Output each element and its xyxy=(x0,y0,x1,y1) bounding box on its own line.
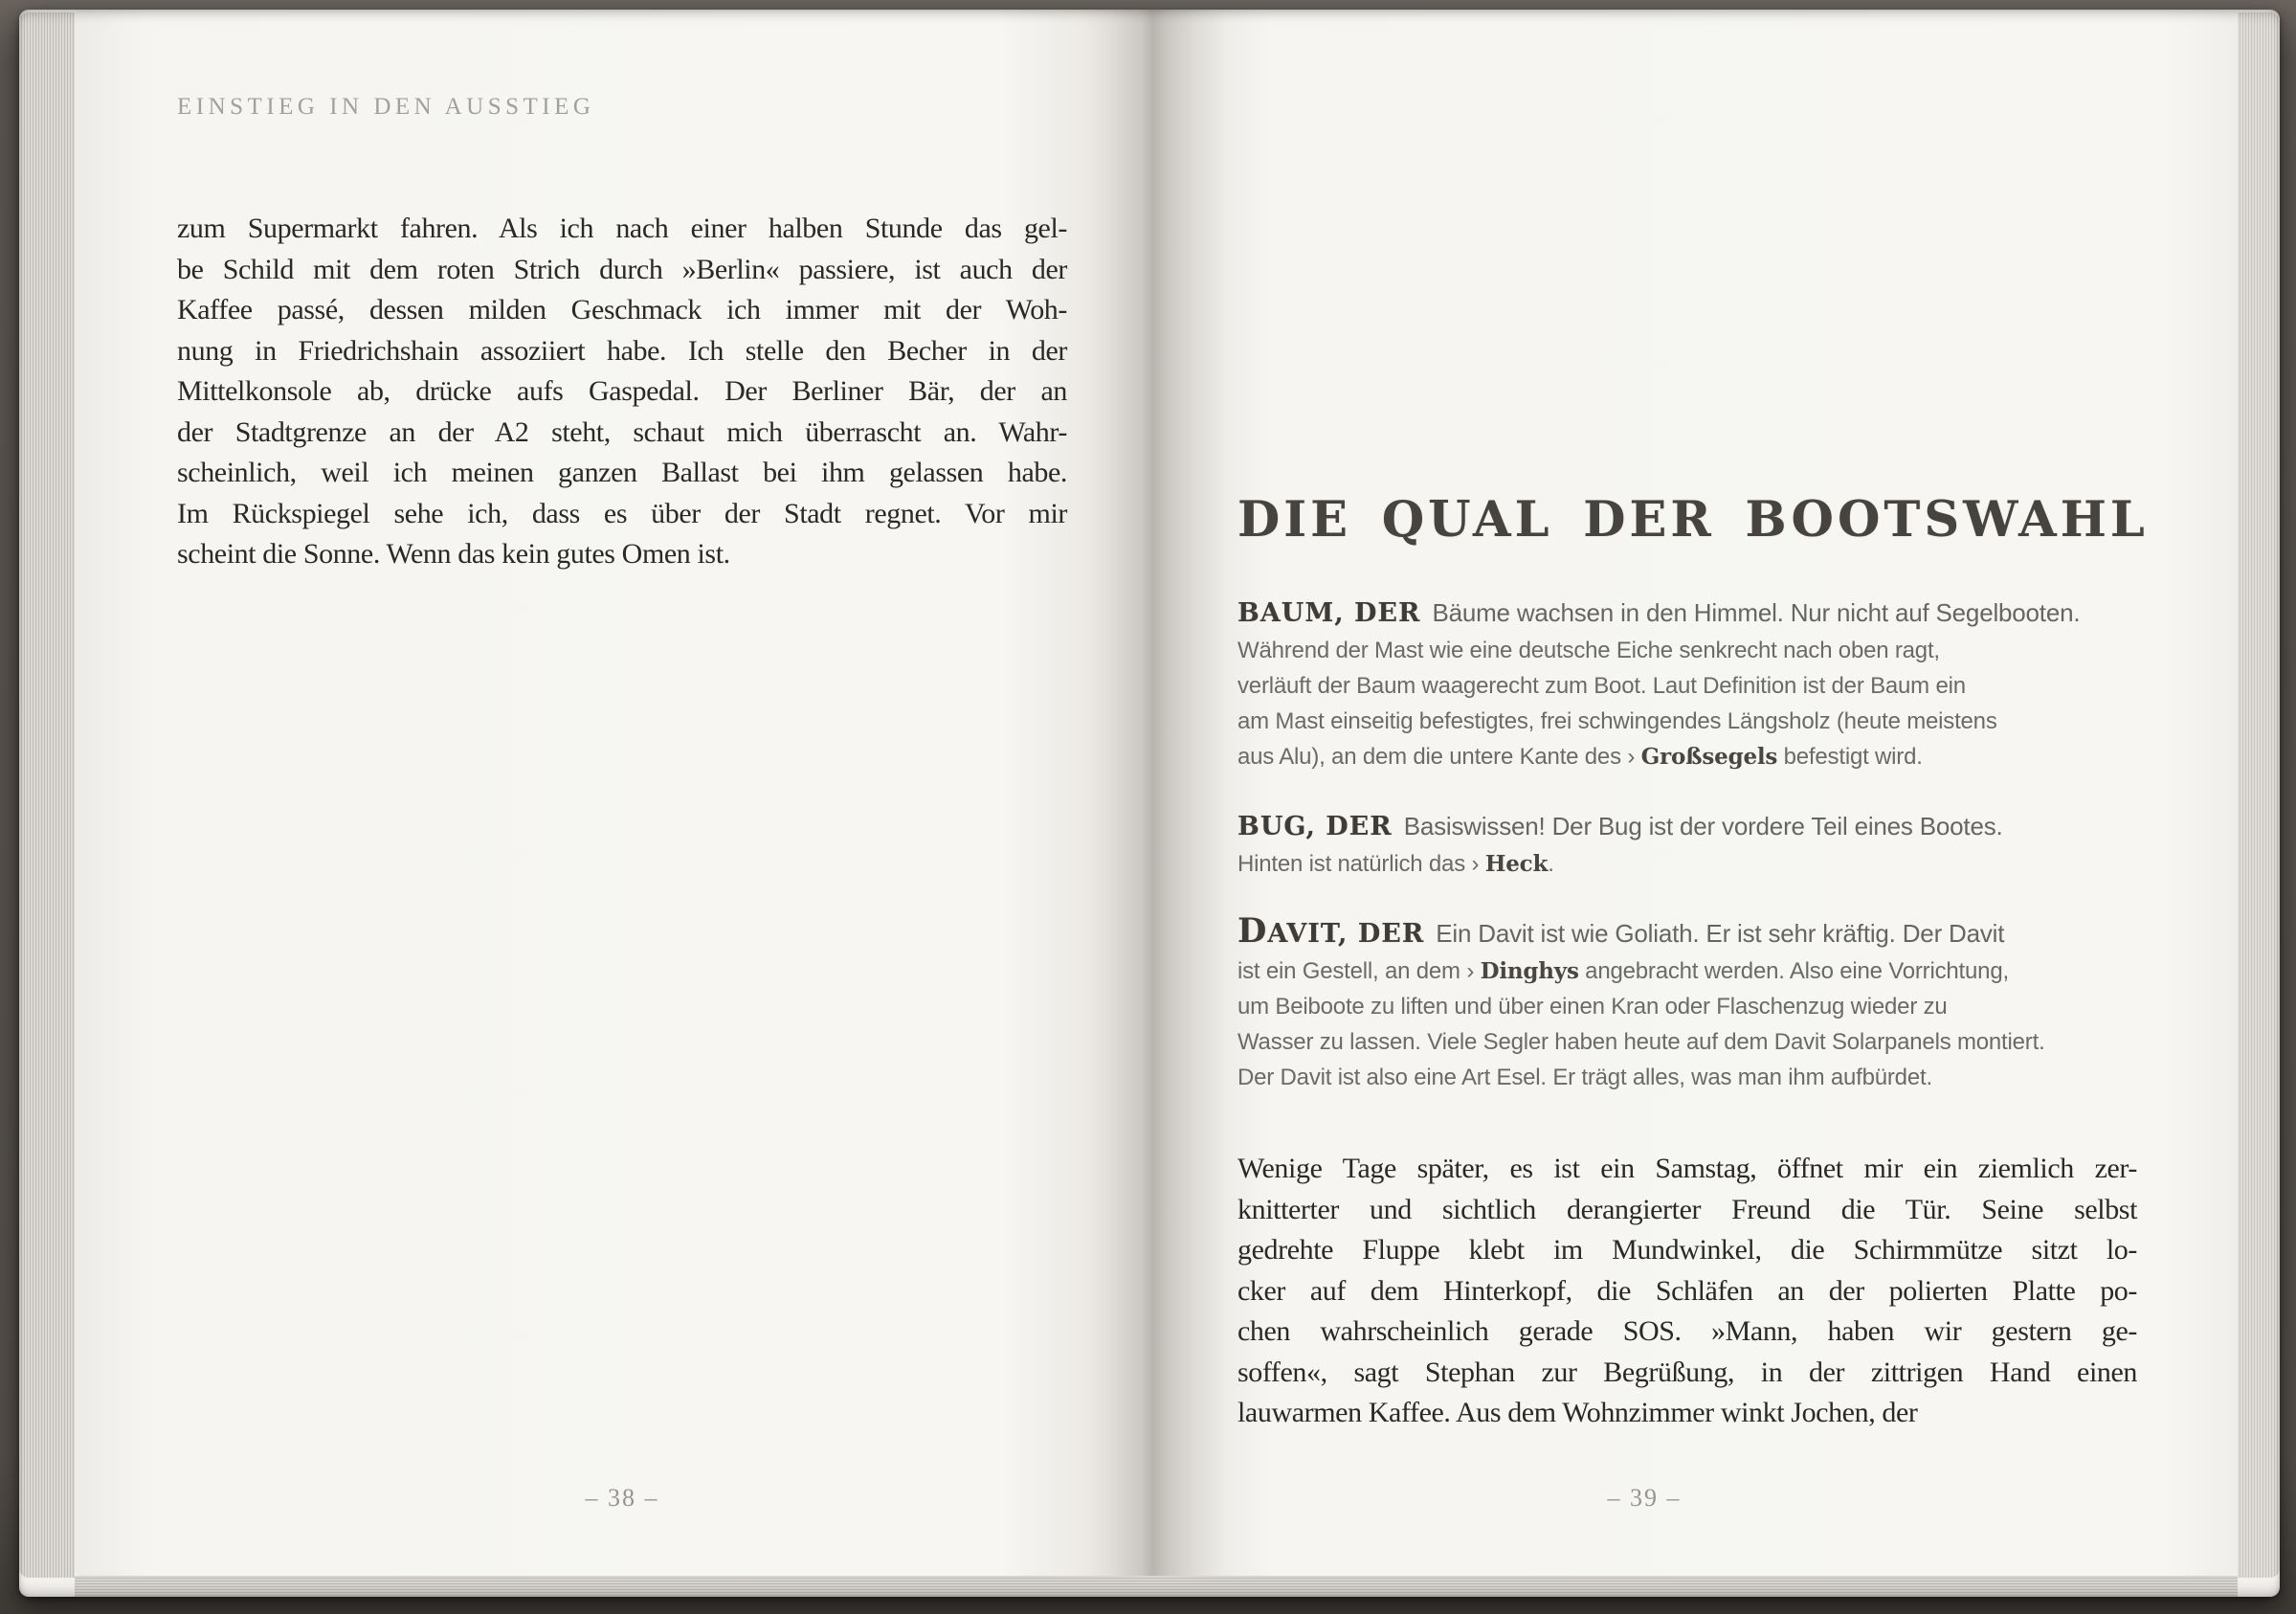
text-line: scheint die Sonne. Wenn das kein gutes Omen ist. xyxy=(177,538,730,570)
cross-reference: Dinghys xyxy=(1480,958,1579,984)
page-edges-bottom xyxy=(75,1576,2238,1597)
text-line: Während der Mast wie eine deutsche Eiche senkrecht nach oben ragt, xyxy=(1237,638,1940,663)
glossary-entry xyxy=(1237,807,2156,882)
entry-headword: BAUM, DER xyxy=(1237,598,1421,628)
text-line: Im Rückspiegel sehe ich, dass es über der Stadt regnet. Vor mir xyxy=(177,497,1067,529)
text-line: Wenige Tage später, es ist ein Samstag, öffnet mir ein ziemlich zer- xyxy=(1237,1153,2137,1184)
text-line: verläuft der Baum waagerecht zum Boot. Laut Definition ist der Baum ein xyxy=(1237,673,1966,699)
text-line: ist ein Gestell, an dem › Dinghys angebracht werden. Also eine Vorrichtung, xyxy=(1237,958,2009,984)
text-line: zum Supermarkt fahren. Als ich nach einer halben Stunde das gel- xyxy=(177,213,1067,244)
text-line: Kaffee passé, dessen milden Geschmack ich immer mit der Woh- xyxy=(177,294,1067,325)
text-line: DAVIT, DER Ein Davit ist wie Goliath. Er ist sehr kräftig. Der Davit xyxy=(1237,911,2005,951)
text-line: soffen«, sagt Stephan zur Begrüßung, in der zittrigen Hand einen xyxy=(1237,1356,2137,1388)
right-page-paragraph xyxy=(1237,1149,2137,1434)
text-line: scheinlich, weil ich meinen ganzen Ballast bei ihm gelassen habe. xyxy=(177,457,1067,488)
cross-reference: Großsegels xyxy=(1640,744,1778,770)
text-line: lauwarmen Kaffee. Aus dem Wohnzimmer winkt Jochen, der xyxy=(1237,1397,1918,1428)
page-number-right: – 39 – xyxy=(1607,1484,1682,1512)
glossary-entry xyxy=(1237,911,2156,1095)
cross-reference: Heck xyxy=(1484,851,1549,877)
book xyxy=(19,10,2280,1597)
page-edges-right xyxy=(2238,12,2280,1578)
entry-headword: DAVIT, DER xyxy=(1237,911,1425,951)
text-line: BUG, DER Basiswissen! Der Bug ist der vordere Teil eines Bootes. xyxy=(1237,812,2003,841)
chapter-title: DIE QUAL DER BOOTSWAHL xyxy=(1237,491,2149,549)
glossary-entries xyxy=(1237,594,2156,1128)
text-line: der Stadtgrenze an der A2 steht, schaut mich überrascht an. Wahr- xyxy=(177,415,1067,448)
text-line: be Schild mit dem roten Strich durch »Berlin« passiere, ist auch der xyxy=(177,253,1067,285)
text-line: cker auf dem Hinterkopf, die Schläfen an der polierten Platte po- xyxy=(1237,1274,2137,1307)
text-line: aus Alu), an dem die untere Kante des › Großsegels befestigt wird. xyxy=(1237,744,1923,770)
text-line: Hinten ist natürlich das › Heck. xyxy=(1237,851,1554,877)
running-header: EINSTIEG IN DEN AUSSTIEG xyxy=(177,94,595,120)
page-number-left: – 38 – xyxy=(585,1484,659,1512)
left-page-paragraph xyxy=(177,209,1067,575)
text-line: knitterter und sichtlich derangierter Freund die Tür. Seine selbst xyxy=(1237,1193,2137,1225)
text-line: Mittelkonsole ab, drücke aufs Gaspedal. Der Berliner Bär, der an xyxy=(177,375,1067,407)
text-line: nung in Friedrichshain assoziiert habe. Ich stelle den Becher in der xyxy=(177,334,1067,367)
text-line: chen wahrscheinlich gerade SOS. »Mann, haben wir gestern ge- xyxy=(1237,1315,2137,1347)
text-line: Wasser zu lassen. Viele Segler haben heute auf dem Davit Solarpanels montiert. xyxy=(1237,1029,2045,1055)
text-line: Der Davit ist also eine Art Esel. Er trägt alles, was man ihm aufbürdet. xyxy=(1237,1065,1932,1090)
text-line: gedrehte Fluppe klebt im Mundwinkel, die Schirmmütze sitzt lo- xyxy=(1237,1234,2137,1266)
text-line: BAUM, DER Bäume wachsen in den Himmel. Nur nicht auf Segelbooten. xyxy=(1237,598,2081,628)
text-line: um Beiboote zu liften und über einen Kran oder Flaschenzug wieder zu xyxy=(1237,994,1948,1020)
glossary-entry xyxy=(1237,594,2156,774)
text-line: am Mast einseitig befestigtes, frei schwingendes Längsholz (heute meistens xyxy=(1237,708,1997,734)
entry-headword: BUG, DER xyxy=(1237,812,1393,841)
page-edges-left xyxy=(19,12,75,1578)
